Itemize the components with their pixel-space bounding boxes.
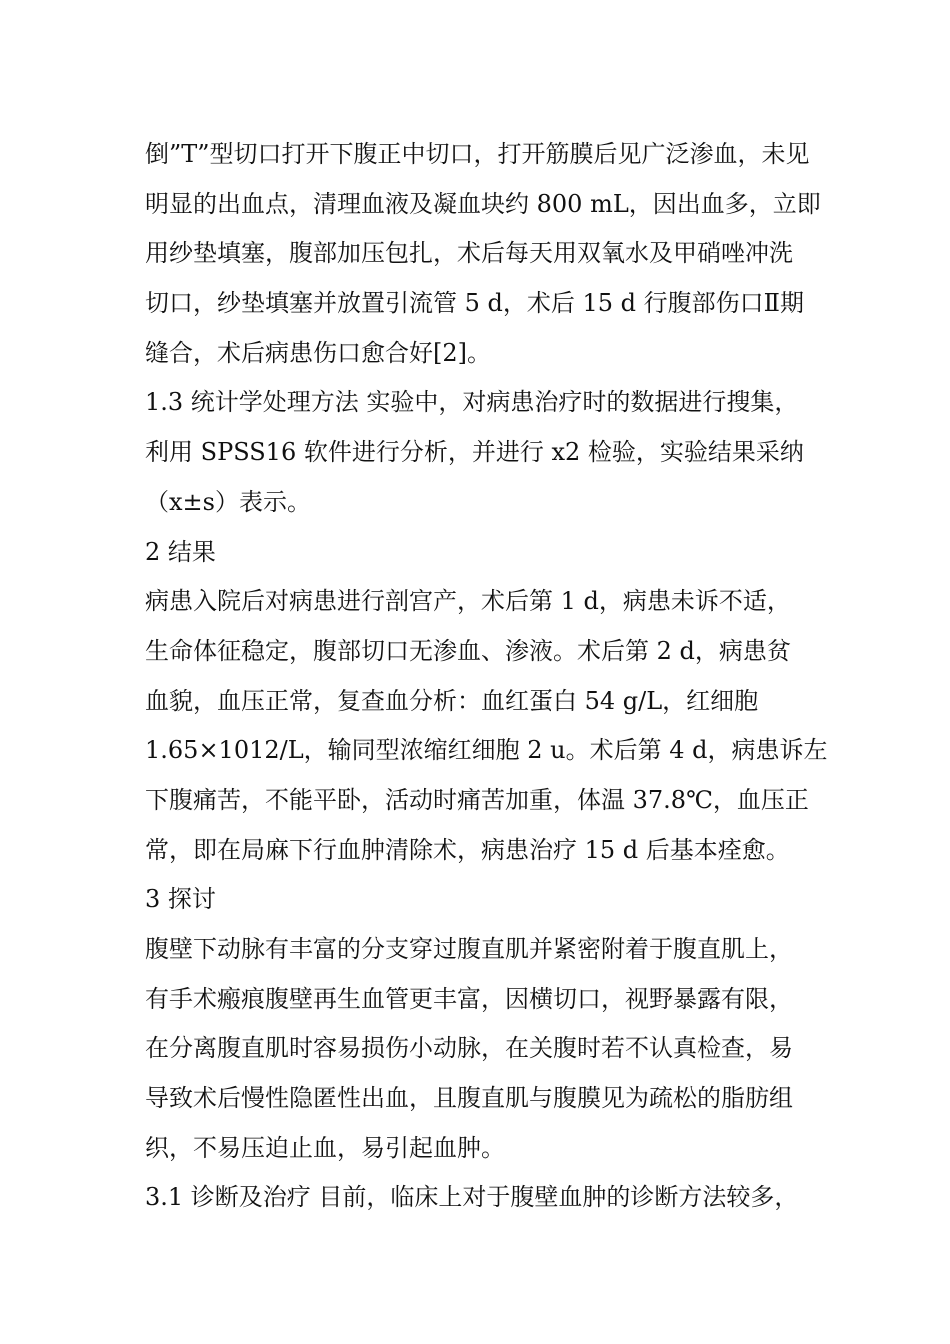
text-line: 下腹痛苦，不能平卧，活动时痛苦加重，体温 37.8℃，血压正 <box>145 785 809 814</box>
text-line: 生命体征稳定，腹部切口无渗血、渗液。术后第 2 d，病患贫 <box>145 636 791 665</box>
text-line: 在分离腹直肌时容易损伤小动脉，在关腹时若不认真检查，易 <box>145 1034 793 1063</box>
section-heading-1-3: 1.3 统计学处理方法 实验中，对病患治疗时的数据进行搜集， <box>145 388 799 417</box>
text-line: 常，即在局麻下行血肿清除术，病患治疗 15 d 后基本痊愈。 <box>145 835 790 864</box>
text-line: 切口，纱垫填塞并放置引流管 5 d，术后 15 d 行腹部伤口Ⅱ期 <box>145 289 804 318</box>
text-line: 有手术瘢痕腹壁再生血管更丰富，因横切口，视野暴露有限， <box>145 984 793 1013</box>
section-heading-3-1: 3.1 诊断及治疗 目前，临床上对于腹壁血肿的诊断方法较多， <box>145 1183 799 1212</box>
text-line: 用纱垫填塞，腹部加压包扎，术后每天用双氧水及甲硝唑冲洗 <box>145 239 793 268</box>
text-line: 缝合，术后病患伤口愈合好[2]。 <box>145 338 491 367</box>
text-line: 织，不易压迫止血，易引起血肿。 <box>145 1133 505 1162</box>
text-line: 1.65×1012/L，输同型浓缩红细胞 2 u。术后第 4 d，病患诉左 <box>145 736 828 765</box>
body-text <box>145 130 828 1223</box>
text-line: 倒”T”型切口打开下腹正中切口，打开筋膜后见广泛渗血，未见 <box>145 140 810 168</box>
text-line: 血貌，血压正常，复查血分析：血红蛋白 54 g/L，红细胞 <box>145 686 759 715</box>
section-heading-2: 2 结果 <box>145 537 216 566</box>
text-line: 腹壁下动脉有丰富的分支穿过腹直肌并紧密附着于腹直肌上， <box>145 935 793 963</box>
text-line: 利用 SPSS16 软件进行分析，并进行 x2 检验，实验结果采纳 <box>145 438 804 467</box>
text-line: 导致术后慢性隐匿性出血，且腹直肌与腹膜见为疏松的脂肪组 <box>145 1084 793 1113</box>
text-line: （x±s）表示。 <box>145 487 311 516</box>
text-line: 明显的出血点，清理血液及凝血块约 800 mL，因出血多，立即 <box>145 189 821 218</box>
text-line: 病患入院后对病患进行剖宫产，术后第 1 d，病患未诉不适， <box>145 587 791 616</box>
section-heading-3: 3 探讨 <box>145 885 216 914</box>
